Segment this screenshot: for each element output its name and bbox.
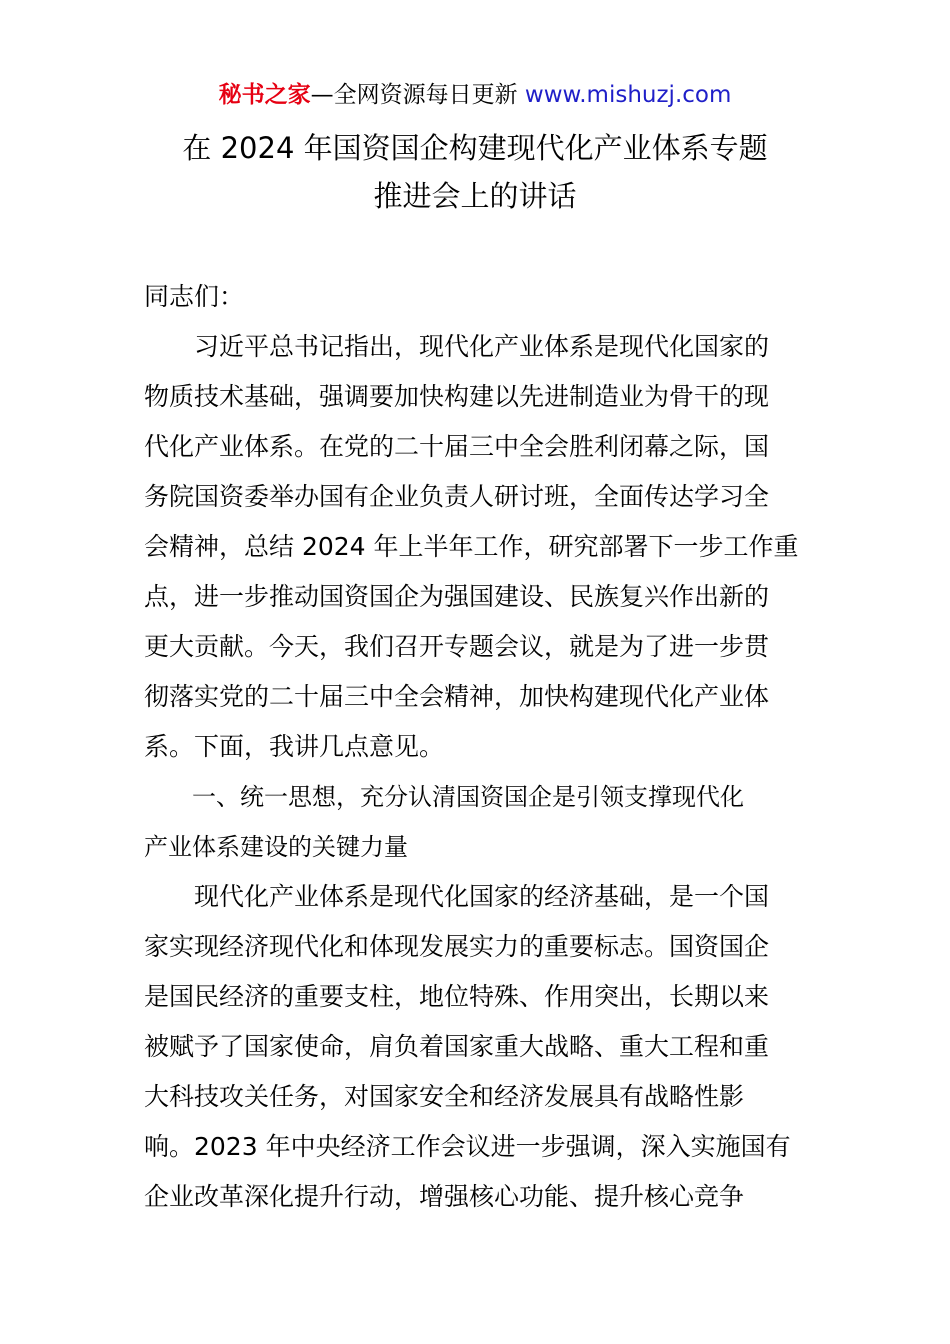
body-line: 大科技攻关任务，对国家安全和经济发展具有战略性影: [144, 1082, 745, 1111]
title-line: 在 2024 年国资国企构建现代化产业体系专题: [182, 131, 768, 165]
body-line: 被赋予了国家使命，肩负着国家重大战略、重大工程和重: [144, 1032, 770, 1061]
site-url-link[interactable]: www.mishuzj.com: [524, 82, 732, 108]
site-header: [0, 78, 950, 112]
site-tagline: —全网资源每日更新: [310, 82, 525, 108]
document-title: [0, 124, 950, 220]
site-brand: 秘书之家: [218, 82, 311, 108]
body-line: 更大贡献。今天，我们召开专题会议，就是为了进一步贯: [144, 632, 770, 661]
body-line: 是国民经济的重要支柱，地位特殊、作用突出，长期以来: [144, 982, 770, 1011]
body-line: 务院国资委举办国有企业负责人研讨班，全面传达学习全: [144, 482, 770, 511]
section-heading-line: 一、统一思想，充分认清国资国企是引领支撑现代化: [144, 783, 744, 811]
body-line: 响。2023 年中央经济工作会议进一步强调，深入实施国有: [144, 1132, 791, 1161]
body-line: 物质技术基础，强调要加快构建以先进制造业为骨干的现: [144, 382, 770, 411]
title-line: 推进会上的讲话: [373, 179, 577, 213]
body-line: 企业改革深化提升行动，增强核心功能、提升核心竞争: [144, 1182, 745, 1211]
body-line: 家实现经济现代化和体现发展实力的重要标志。国资国企: [144, 932, 770, 961]
body-line: 系。下面，我讲几点意见。: [144, 732, 445, 761]
salutation: 同志们：: [144, 282, 245, 311]
body-line: 彻落实党的二十届三中全会精神，加快构建现代化产业体: [144, 682, 770, 711]
body-line: 会精神，总结 2024 年上半年工作，研究部署下一步工作重: [144, 532, 799, 561]
body-line: 代化产业体系。在党的二十届三中全会胜利闭幕之际，国: [144, 432, 770, 461]
section-heading-line: 产业体系建设的关键力量: [144, 833, 408, 861]
body-line: 现代化产业体系是现代化国家的经济基础，是一个国: [144, 882, 770, 911]
body-line: 习近平总书记指出，现代化产业体系是现代化国家的: [144, 332, 770, 361]
document-body: [144, 272, 808, 1222]
body-line: 点，进一步推动国资国企为强国建设、民族复兴作出新的: [144, 582, 770, 611]
